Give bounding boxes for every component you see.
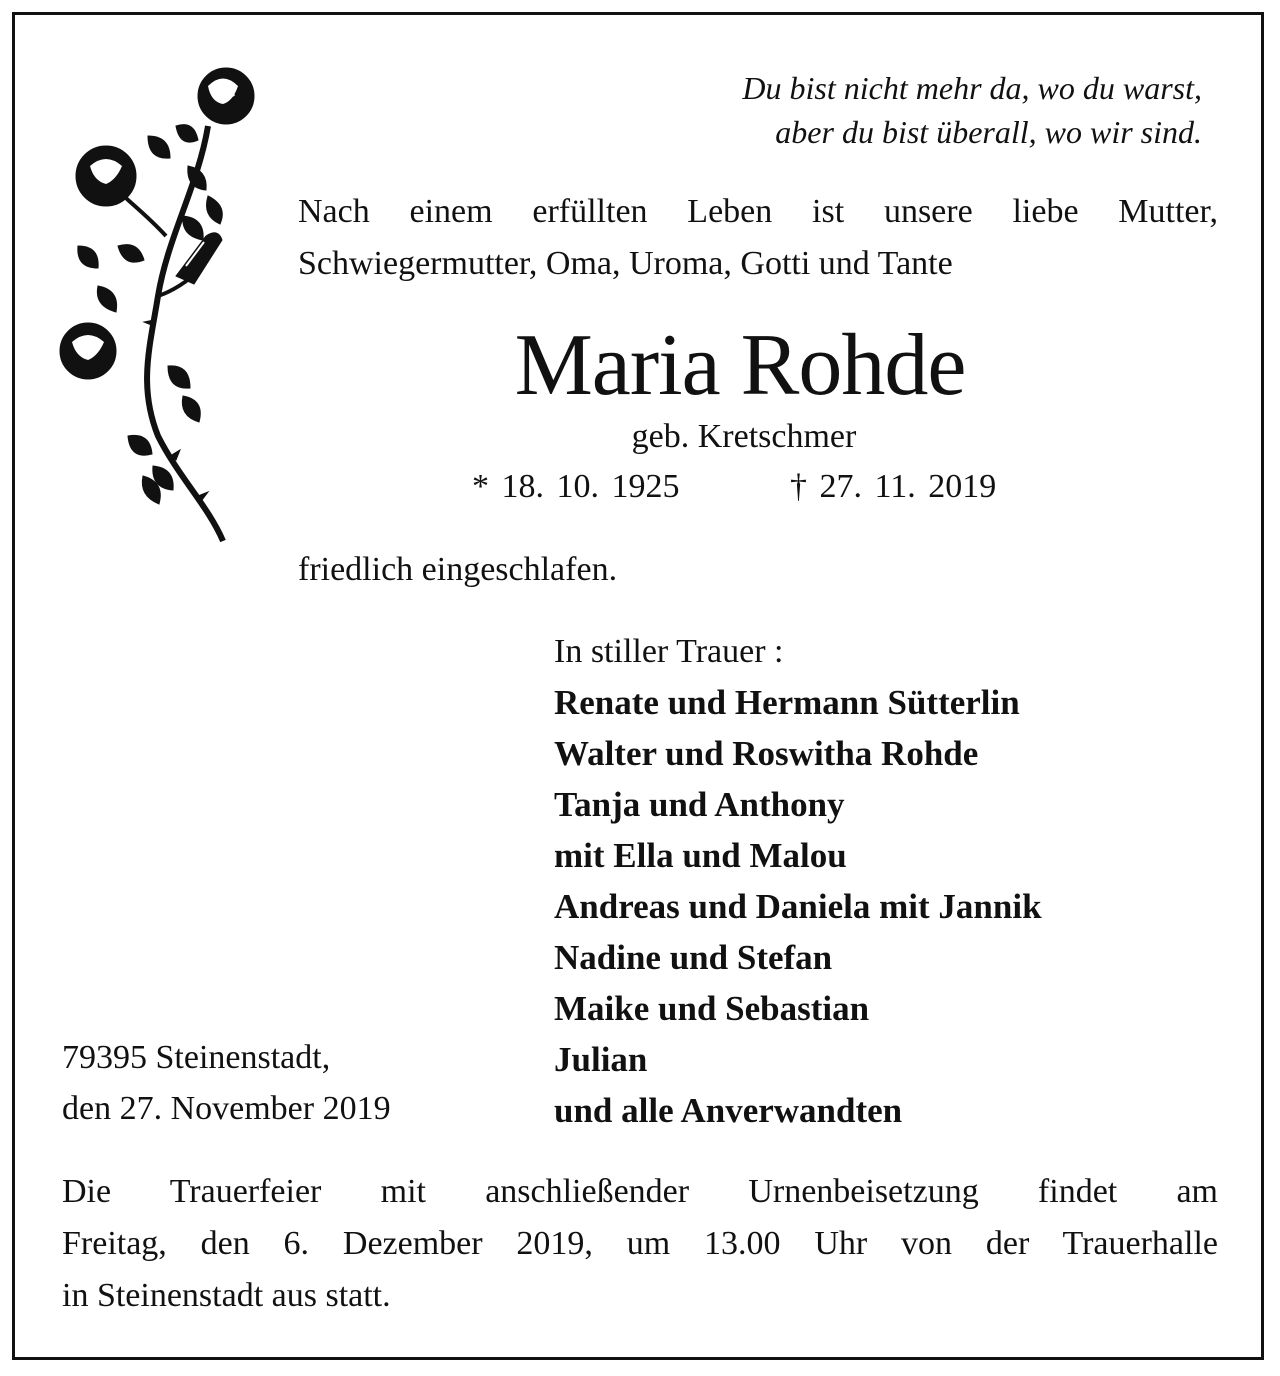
ceremony-line-3: in Steinenstadt aus statt. bbox=[62, 1277, 391, 1314]
mourner-line: Maike und Sebastian bbox=[554, 989, 870, 1028]
ceremony-line-1: Die Trauerfeier mit anschließender Urnenbeisetzung findet am bbox=[62, 1173, 1218, 1210]
rose-branch-icon bbox=[58, 66, 268, 546]
birth-name: geb. Kretschmer bbox=[631, 418, 857, 455]
mourner-line: Tanja und Anthony bbox=[554, 785, 845, 824]
intro-line-1: Nach einem erfüllten Leben ist unsere liebe Mutter, bbox=[298, 193, 1218, 230]
ceremony-line-2: Freitag, den 6. Dezember 2019, um 13.00 Uhr von der Trauerhalle bbox=[62, 1225, 1218, 1262]
mourner-line: Renate und Hermann Sütterlin bbox=[554, 683, 1020, 722]
place-line-1: 79395 Steinenstadt, bbox=[62, 1039, 331, 1076]
closing-text: friedlich eingeschlafen. bbox=[298, 551, 618, 588]
mourner-line: mit Ella und Malou bbox=[554, 836, 847, 875]
quote-line-2: aber du bist überall, wo wir sind. bbox=[775, 114, 1202, 150]
mourners-list bbox=[554, 677, 1042, 1136]
mourner-line: Walter und Roswitha Rohde bbox=[554, 734, 979, 773]
mourners-heading: In stiller Trauer : bbox=[554, 633, 784, 670]
death-date: † 27. 11. 2019 bbox=[790, 468, 997, 505]
mourner-line: Nadine und Stefan bbox=[554, 938, 833, 977]
mourner-line: Andreas und Daniela mit Jannik bbox=[554, 887, 1042, 926]
birth-date: * 18. 10. 1925 bbox=[472, 468, 680, 505]
mourner-line: Julian bbox=[554, 1040, 648, 1079]
mourner-line: und alle Anverwandten bbox=[554, 1091, 903, 1130]
quote-line-1: Du bist nicht mehr da, wo du warst, bbox=[742, 70, 1202, 106]
deceased-name: Maria Rohde bbox=[514, 317, 966, 414]
intro-line-2: Schwiegermutter, Oma, Uroma, Gotti und Tante bbox=[298, 245, 953, 282]
place-line-2: den 27. November 2019 bbox=[62, 1090, 391, 1127]
